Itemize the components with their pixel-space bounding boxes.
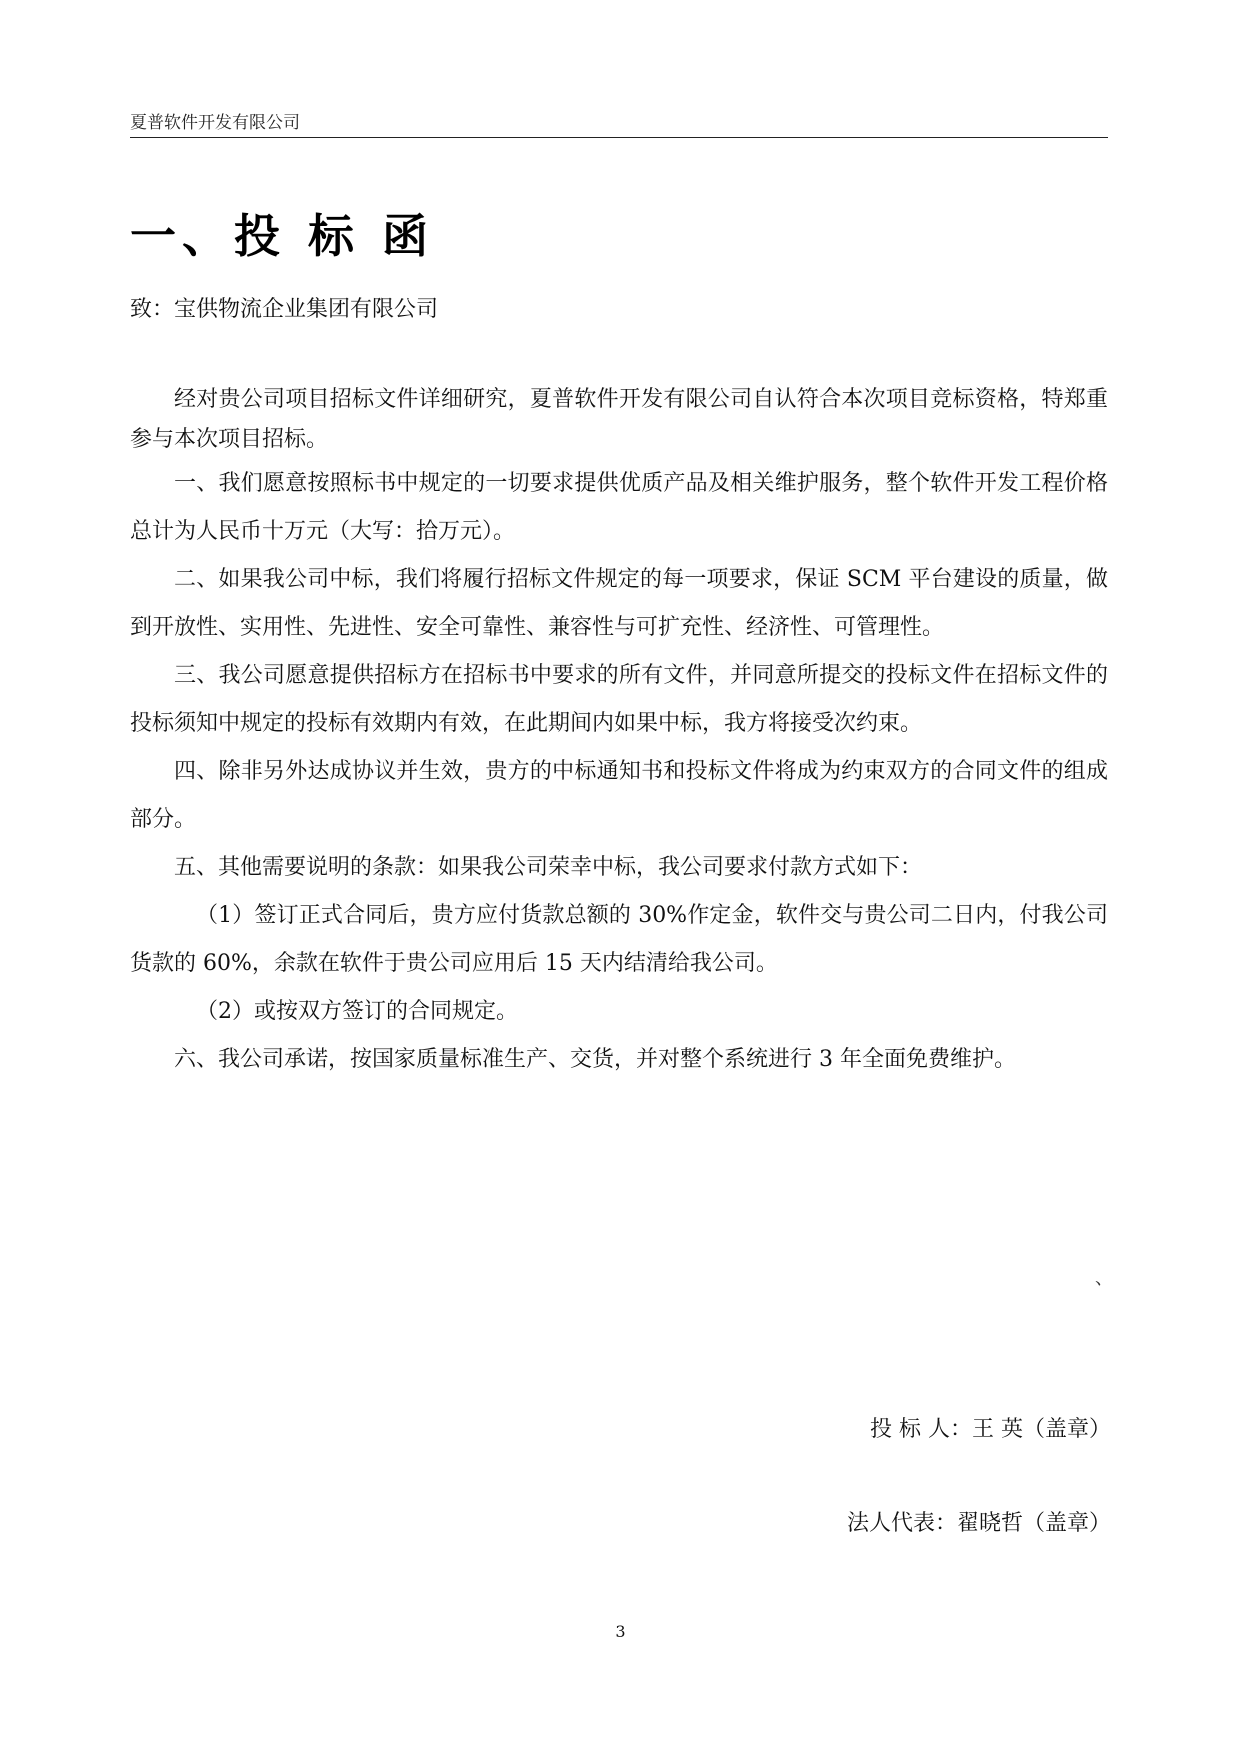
payment-term-1: （1）签订正式合同后，贵方应付货款总额的 30%作定金，软件交与贵公司二日内，付我公司货款的 60%，余款在软件于贵公司应用后 15 天内结清给我公司。 xyxy=(130,903,1108,976)
addressee-line: 致：宝供物流企业集团有限公司 xyxy=(130,297,439,322)
page-header: 夏普软件开发有限公司 xyxy=(130,113,300,133)
page-number: 3 xyxy=(615,1622,626,1641)
clause-3: 三、我公司愿意提供招标方在招标书中要求的所有文件，并同意所提交的投标文件在招标文件的投标须知中规定的投标有效期内有效，在此期间内如果中标，我方将接受次约束。 xyxy=(130,663,1108,736)
header-divider xyxy=(130,137,1108,138)
page-title: 一、投 标 函 xyxy=(130,209,435,263)
clause-1: 一、我们愿意按照标书中规定的一切要求提供优质产品及相关维护服务，整个软件开发工程价格总计为人民币十万元（大写：拾万元）。 xyxy=(130,471,1108,544)
clause-5: 五、其他需要说明的条款：如果我公司荣幸中标，我公司要求付款方式如下： xyxy=(174,855,923,880)
bidder-signature: 投 标 人：王 英（盖章） xyxy=(870,1417,1111,1442)
stray-mark: 、 xyxy=(1095,1268,1113,1289)
clause-4: 四、除非另外达成协议并生效，贵方的中标通知书和投标文件将成为约束双方的合同文件的组成部分。 xyxy=(130,759,1108,832)
clause-6: 六、我公司承诺，按国家质量标准生产、交货，并对整个系统进行 3 年全面免费维护。 xyxy=(174,1047,1016,1072)
letter-body xyxy=(130,380,1108,1084)
clause-2: 二、如果我公司中标，我们将履行招标文件规定的每一项要求，保证 SCM 平台建设的质量，做到开放性、实用性、先进性、安全可靠性、兼容性与可扩充性、经济性、可管理性。 xyxy=(130,567,1108,640)
payment-term-2: （2）或按双方签订的合同规定。 xyxy=(196,999,518,1024)
intro-paragraph: 经对贵公司项目招标文件详细研究，夏普软件开发有限公司自认符合本次项目竞标资格，特郑重参与本次项目招标。 xyxy=(130,387,1108,452)
legal-rep-signature: 法人代表：翟晓哲（盖章） xyxy=(846,1511,1111,1536)
